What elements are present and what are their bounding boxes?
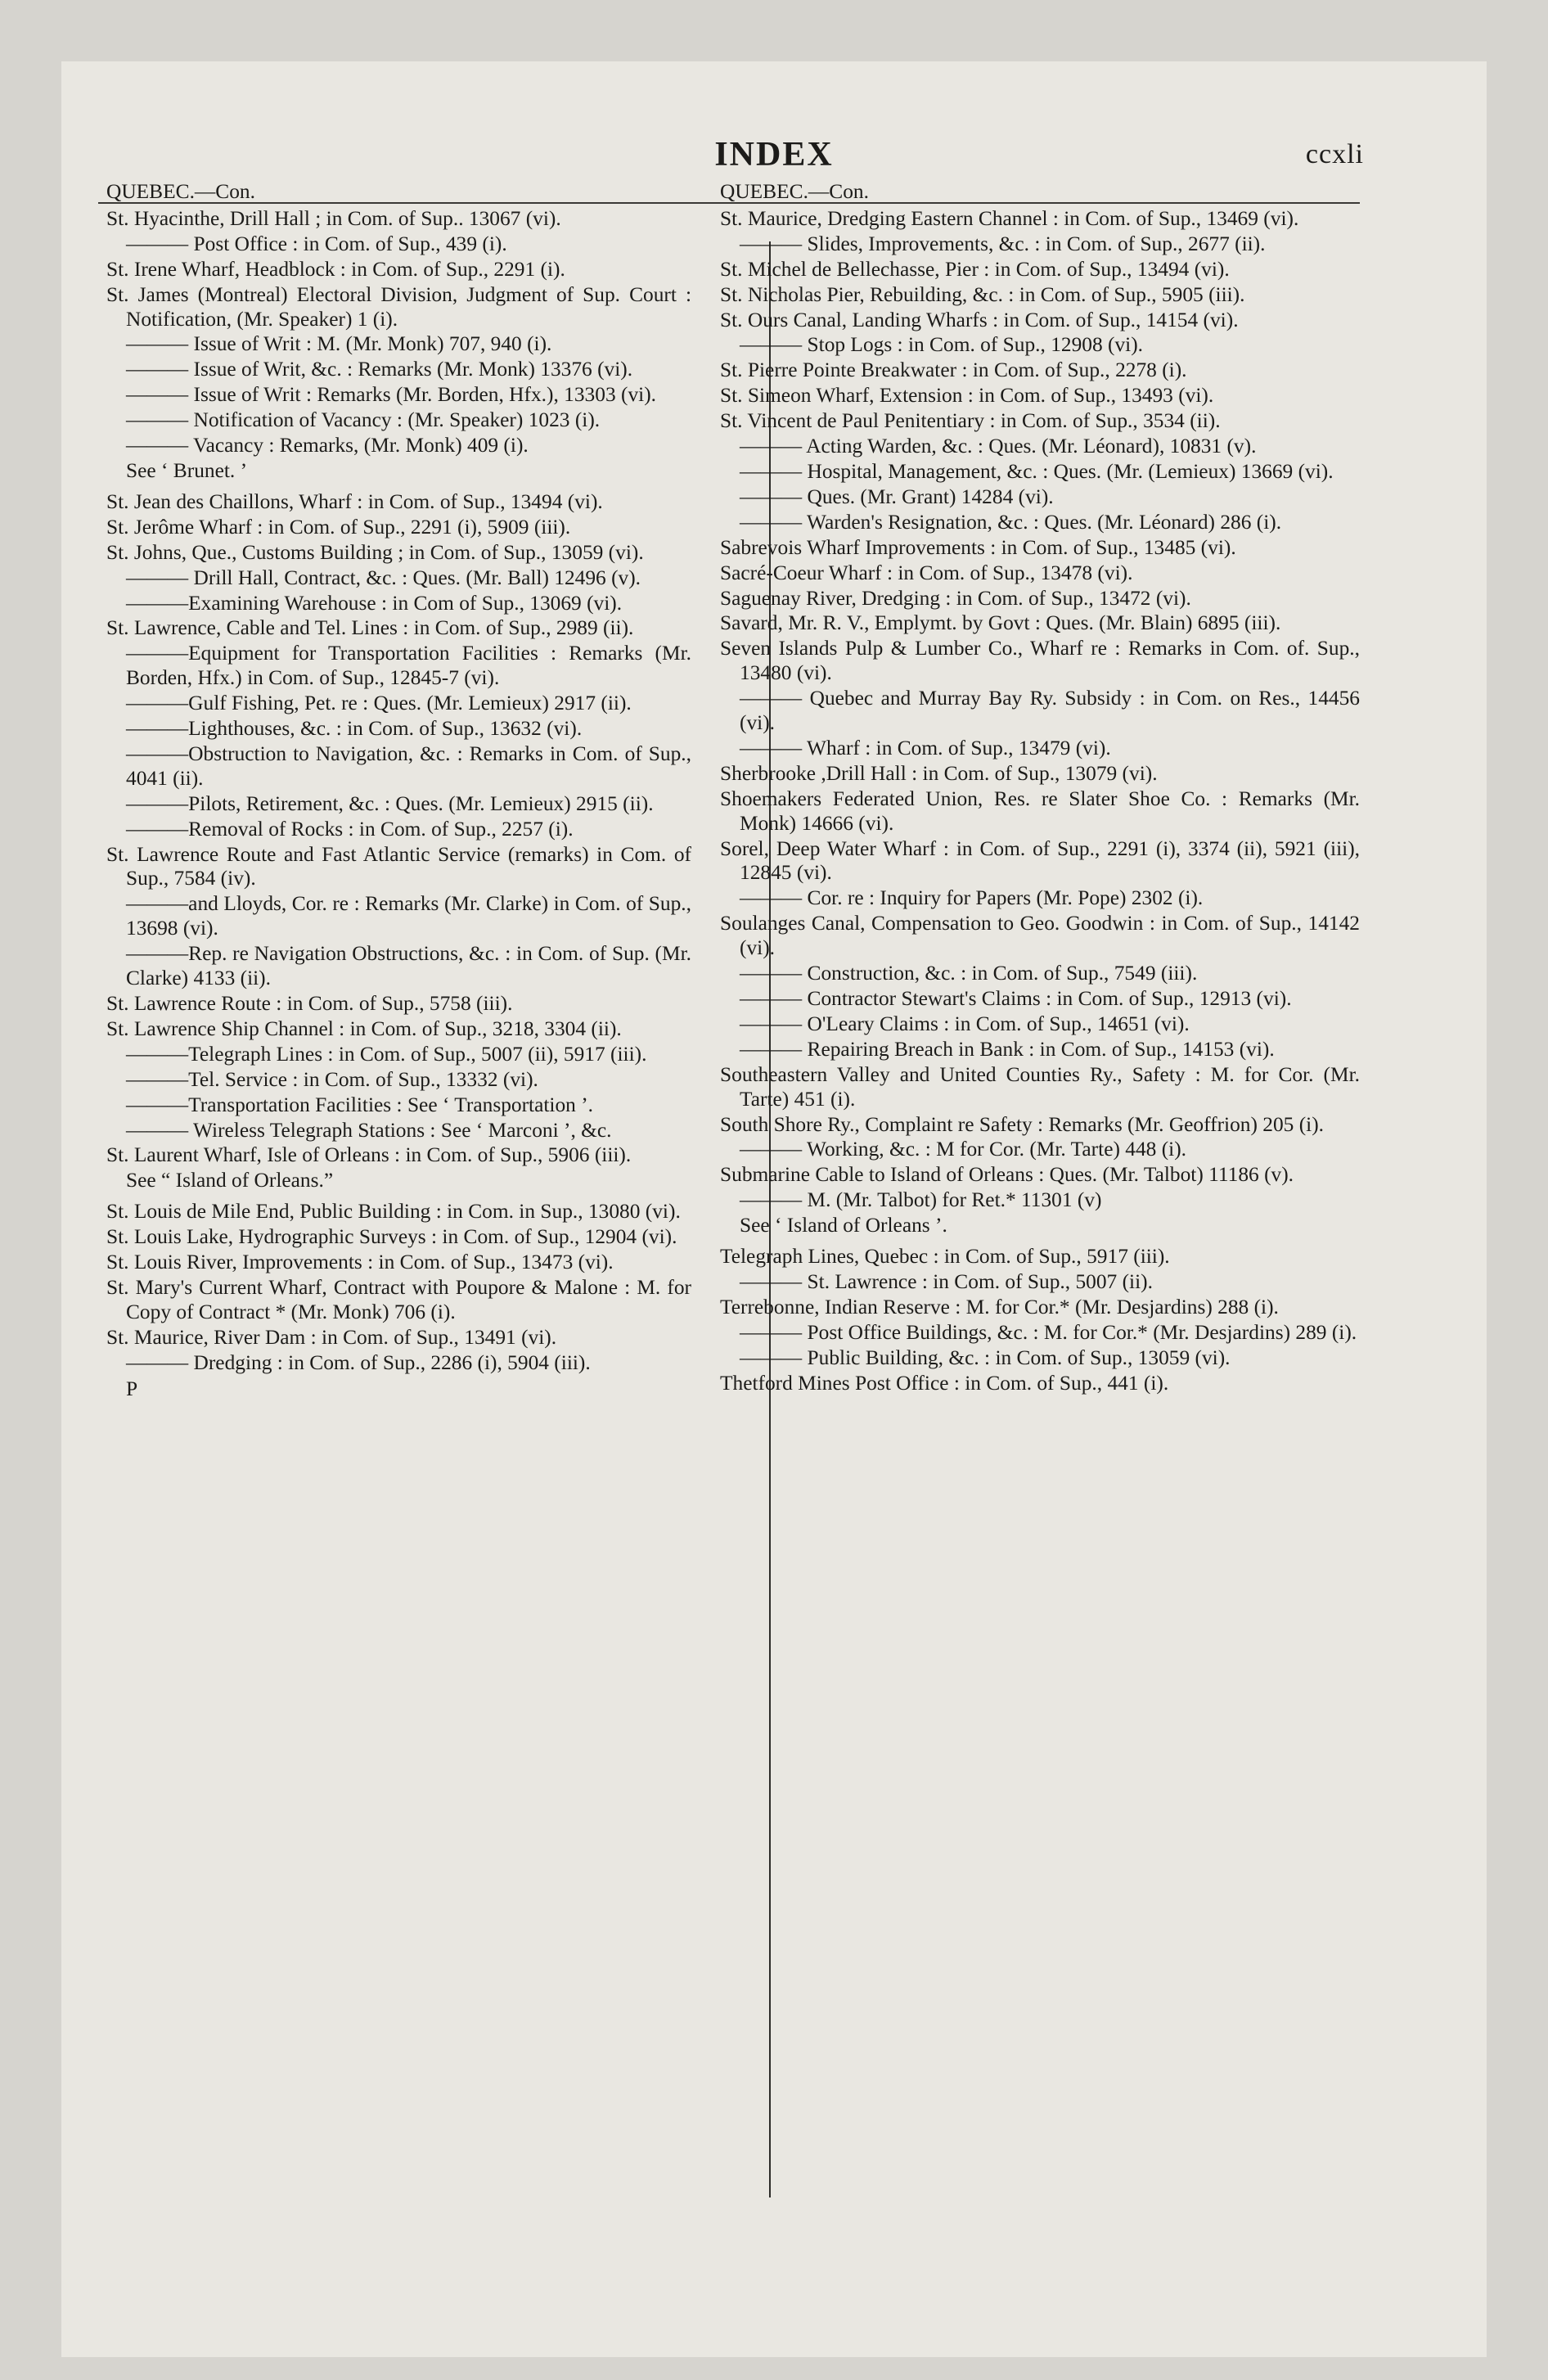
index-entry-list <box>720 207 1360 1396</box>
index-entry: Savard, Mr. R. V., Emplymt. by Govt : Ques. (Mr. Blain) 6895 (iii). <box>720 611 1281 635</box>
index-entry: St. Louis de Mile End, Public Building : in Com. in Sup., 13080 (vi). <box>106 1200 681 1224</box>
index-entry: ——— Post Office : in Com. of Sup., 439 (i). <box>126 232 507 255</box>
index-entry: ——— Vacancy : Remarks, (Mr. Monk) 409 (i). <box>126 434 529 458</box>
index-entry: ——— Construction, &c. : in Com. of Sup., 7549 (iii). <box>740 962 1198 985</box>
index-entry: St. Jerôme Wharf : in Com. of Sup., 2291 (i), 5909 (iii). <box>106 515 571 539</box>
index-entry: Thetford Mines Post Office : in Com. of Sup., 441 (i). <box>720 1371 1169 1395</box>
index-entry: ——— M. (Mr. Talbot) for Ret.* 11301 (v) <box>740 1188 1102 1212</box>
index-entry: Submarine Cable to Island of Orleans : Ques. (Mr. Talbot) 11186 (v). <box>720 1163 1294 1187</box>
index-entry: Seven Islands Pulp & Lumber Co., Wharf re : Remarks in Com. of. Sup., 13480 (vi). <box>720 637 1360 685</box>
index-entry: See “ Island of Orleans.” <box>126 1169 334 1192</box>
index-entry: ——— Post Office Buildings, &c. : M. for Cor.* (Mr. Desjardins) 289 (i). <box>740 1320 1357 1344</box>
index-entry: St. Lawrence Ship Channel : in Com. of Sup., 3218, 3304 (ii). <box>106 1016 622 1040</box>
index-entry: See ‘ Island of Orleans ’. <box>740 1214 947 1237</box>
index-entry: St. Ours Canal, Landing Wharfs : in Com. of Sup., 14154 (vi). <box>720 308 1239 331</box>
index-entry: ———Rep. re Navigation Obstructions, &c. : in Com. of Sup. (Mr. Clarke) 4133 (ii). <box>126 942 691 990</box>
index-entry: ——— Wharf : in Com. of Sup., 13479 (vi). <box>740 736 1111 760</box>
index-entry: Telegraph Lines, Quebec : in Com. of Sup., 5917 (iii). <box>720 1245 1170 1269</box>
index-entry: St. Jean des Chaillons, Wharf : in Com. of Sup., 13494 (vi). <box>106 489 603 513</box>
index-entry: South Shore Ry., Complaint re Safety : Remarks (Mr. Geoffrion) 205 (i). <box>720 1112 1325 1136</box>
index-entry: ———Lighthouses, &c. : in Com. of Sup., 13632 (vi). <box>126 717 583 741</box>
index-entry: ———Telegraph Lines : in Com. of Sup., 5007 (ii), 5917 (iii). <box>126 1042 647 1066</box>
left-column <box>106 180 691 1402</box>
index-entry: St. Vincent de Paul Penitentiary : in Com. of Sup., 3534 (ii). <box>720 409 1221 433</box>
page-number: ccxli <box>1305 139 1364 169</box>
index-entry: St. Simeon Wharf, Extension : in Com. of Sup., 13493 (vi). <box>720 384 1214 408</box>
index-entry: Sacré-Coeur Wharf : in Com. of Sup., 13478 (vi). <box>720 561 1133 584</box>
index-entry: ———Tel. Service : in Com. of Sup., 13332 (vi). <box>126 1067 538 1091</box>
index-entry: Saguenay River, Dredging : in Com. of Sup., 13472 (vi). <box>720 586 1191 610</box>
index-entry: St. Nicholas Pier, Rebuilding, &c. : in Com. of Sup., 5905 (iii). <box>720 282 1245 306</box>
index-entry: ——— Notification of Vacancy : (Mr. Speaker) 1023 (i). <box>126 408 601 432</box>
index-entry: ———Removal of Rocks : in Com. of Sup., 2257 (i). <box>126 817 574 841</box>
index-entry: ——— Acting Warden, &c. : Ques. (Mr. Léonard), 10831 (v). <box>740 435 1257 458</box>
index-entry: St. Lawrence Route and Fast Atlantic Service (remarks) in Com. of Sup., 7584 (iv). <box>106 842 691 890</box>
index-entry: ——— Hospital, Management, &c. : Ques. (Mr. (Lemieux) 13669 (vi). <box>740 459 1334 483</box>
index-entry-list <box>106 207 691 1376</box>
index-entry: St. James (Montreal) Electoral Division, Judgment of Sup. Court : Notification, (Mr. Speaker) 1 (i). <box>106 282 691 331</box>
index-entry: St. Hyacinthe, Drill Hall ; in Com. of Sup.. 13067 (vi). <box>106 206 561 230</box>
index-entry: St. Louis Lake, Hydrographic Surveys : in Com. of Sup., 12904 (vi). <box>106 1225 677 1249</box>
index-entry: ———Gulf Fishing, Pet. re : Ques. (Mr. Lemieux) 2917 (ii). <box>126 692 632 715</box>
index-entry: Sherbrooke ,Drill Hall : in Com. of Sup., 13079 (vi). <box>720 761 1158 785</box>
index-entry: ———Equipment for Transportation Facilities : Remarks (Mr. Borden, Hfx.) in Com. of Sup., 12845-7 (vi). <box>126 642 691 690</box>
index-entry: ——— Public Building, &c. : in Com. of Sup., 13059 (vi). <box>740 1346 1231 1369</box>
index-entry: ——— Stop Logs : in Com. of Sup., 12908 (vi). <box>740 333 1144 357</box>
index-entry: Sabrevois Wharf Improvements : in Com. of Sup., 13485 (vi). <box>720 535 1236 559</box>
index-entry: ——— O'Leary Claims : in Com. of Sup., 14651 (vi). <box>740 1012 1190 1035</box>
index-entry: St. Irene Wharf, Headblock : in Com. of Sup., 2291 (i). <box>106 257 565 281</box>
index-entry: ——— Issue of Writ, &c. : Remarks (Mr. Monk) 13376 (vi). <box>126 358 633 381</box>
signature-mark: P <box>126 1377 138 1400</box>
page-title: INDEX <box>714 136 834 174</box>
index-entry: Sorel, Deep Water Wharf : in Com. of Sup., 2291 (i), 3374 (ii), 5921 (iii), 12845 (vi). <box>720 836 1360 885</box>
index-entry: ——— Warden's Resignation, &c. : Ques. (Mr. Léonard) 286 (i). <box>740 510 1282 534</box>
index-entry: St. Michel de Bellechasse, Pier : in Com. of Sup., 13494 (vi). <box>720 257 1230 281</box>
column-heading: QUEBEC.—Con. <box>720 180 869 203</box>
index-entry: ——— Drill Hall, Contract, &c. : Ques. (Mr. Ball) 12496 (v). <box>126 566 641 589</box>
index-entry: ——— Cor. re : Inquiry for Papers (Mr. Pope) 2302 (i). <box>740 886 1204 910</box>
index-entry: ——— Ques. (Mr. Grant) 14284 (vi). <box>740 485 1054 508</box>
index-entry: St. Johns, Que., Customs Building ; in Com. of Sup., 13059 (vi). <box>106 540 644 564</box>
index-entry: ——— Issue of Writ : M. (Mr. Monk) 707, 940 (i). <box>126 332 552 356</box>
right-column <box>720 180 1360 1397</box>
column-heading: QUEBEC.—Con. <box>106 180 255 203</box>
index-entry: ——— St. Lawrence : in Com. of Sup., 5007 (ii). <box>740 1269 1153 1293</box>
index-entry: St. Maurice, River Dam : in Com. of Sup., 13491 (vi). <box>106 1325 557 1349</box>
index-entry: Soulanges Canal, Compensation to Geo. Goodwin : in Com. of Sup., 14142 (vi). <box>720 912 1360 960</box>
index-entry: ——— Issue of Writ : Remarks (Mr. Borden, Hfx.), 13303 (vi). <box>126 383 656 407</box>
index-entry: ——— Wireless Telegraph Stations : See ‘ Marconi ’, &c. <box>126 1118 612 1142</box>
index-entry: ———and Lloyds, Cor. re : Remarks (Mr. Clarke) in Com. of Sup., 13698 (vi). <box>126 892 691 940</box>
index-entry: ——— Contractor Stewart's Claims : in Com. of Sup., 12913 (vi). <box>740 987 1292 1010</box>
index-entry: ——— Working, &c. : M for Cor. (Mr. Tarte) 448 (i). <box>740 1138 1187 1161</box>
index-entry: Southeastern Valley and United Counties Ry., Safety : M. for Cor. (Mr. Tarte) 451 (i). <box>720 1062 1360 1111</box>
index-entry: ——— Quebec and Murray Bay Ry. Subsidy : in Com. on Res., 14456 (vi). <box>740 687 1360 735</box>
index-entry: St. Maurice, Dredging Eastern Channel : in Com. of Sup., 13469 (vi). <box>720 206 1299 230</box>
index-entry: ——— Repairing Breach in Bank : in Com. of Sup., 14153 (vi). <box>740 1037 1275 1061</box>
index-entry: St. Pierre Pointe Breakwater : in Com. of Sup., 2278 (i). <box>720 358 1187 382</box>
index-entry: ———Obstruction to Navigation, &c. : Remarks in Com. of Sup., 4041 (ii). <box>126 741 691 790</box>
index-entry: ——— Slides, Improvements, &c. : in Com. of Sup., 2677 (ii). <box>740 232 1266 255</box>
index-entry: ——— Dredging : in Com. of Sup., 2286 (i), 5904 (iii). <box>126 1350 591 1374</box>
index-entry: See ‘ Brunet. ’ <box>126 458 248 482</box>
index-entry: St. Lawrence, Cable and Tel. Lines : in Com. of Sup., 2989 (ii). <box>106 616 634 640</box>
index-entry: St. Louis River, Improvements : in Com. of Sup., 13473 (vi). <box>106 1251 614 1274</box>
index-entry: St. Lawrence Route : in Com. of Sup., 5758 (iii). <box>106 992 513 1015</box>
index-entry: St. Mary's Current Wharf, Contract with Poupore & Malone : M. for Copy of Contract * (Mr. Monk) 706 (i). <box>106 1275 691 1323</box>
index-entry: ———Transportation Facilities : See ‘ Transportation ’. <box>126 1093 594 1116</box>
index-entry: Shoemakers Federated Union, Res. re Slater Shoe Co. : Remarks (Mr. Monk) 14666 (vi). <box>720 787 1360 835</box>
index-entry: ———Pilots, Retirement, &c. : Ques. (Mr. Lemieux) 2915 (ii). <box>126 791 654 815</box>
index-entry: St. Laurent Wharf, Isle of Orleans : in Com. of Sup., 5906 (iii). <box>106 1143 632 1167</box>
index-entry: ———Examining Warehouse : in Com of Sup., 13069 (vi). <box>126 591 623 615</box>
index-entry: Terrebonne, Indian Reserve : M. for Cor.* (Mr. Desjardins) 288 (i). <box>720 1295 1279 1318</box>
